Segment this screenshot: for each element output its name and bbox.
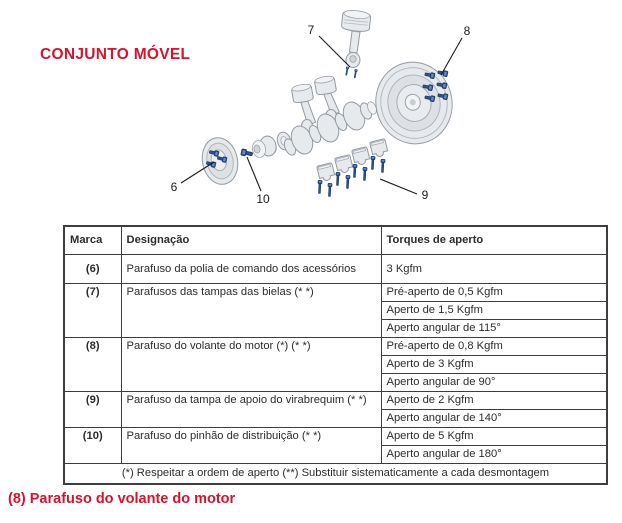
callout-7-label: 7 xyxy=(307,23,315,37)
accessory-pulley xyxy=(198,134,242,187)
page-title: CONJUNTO MÓVEL xyxy=(40,46,191,63)
table-header-row xyxy=(64,226,607,254)
marca-cell: (7) xyxy=(64,283,121,337)
rod-bolt xyxy=(353,69,357,78)
marca-cell: (9) xyxy=(64,391,121,427)
header-torques: Torques de aperto xyxy=(381,226,607,254)
torque-cell: Pré-aperto de 0,5 Kgfm xyxy=(381,283,607,301)
torque-cell: 3 Kgfm xyxy=(381,254,607,283)
callout-6-label: 6 xyxy=(170,180,178,194)
header-designacao: Designação xyxy=(121,226,381,254)
rod-bolt xyxy=(345,67,349,76)
timing-sprocket xyxy=(241,135,278,159)
marca-cell: (8) xyxy=(64,337,121,391)
callout-6-line xyxy=(181,162,214,183)
designacao-cell: Parafuso da tampa de apoio do virabrequim (* *) xyxy=(121,391,381,427)
sprocket-bolt xyxy=(241,149,253,158)
piston-connecting-rod xyxy=(341,9,371,78)
flywheel xyxy=(367,54,461,152)
callout-9-line xyxy=(380,179,417,194)
callout-9-label: 9 xyxy=(421,188,429,202)
exploded-diagram xyxy=(0,0,622,222)
torque-cell: Aperto angular de 140° xyxy=(381,409,607,427)
designacao-cell: Parafusos das tampas das bielas (* *) xyxy=(121,283,381,337)
table-footnote-row xyxy=(64,463,607,484)
torque-cell: Pré-aperto de 0,8 Kgfm xyxy=(381,337,607,355)
figure-caption: (8) Parafuso do volante do motor xyxy=(8,491,236,507)
callout-10-label: 10 xyxy=(256,192,270,206)
marca-cell: (6) xyxy=(64,254,121,283)
torque-cell: Aperto de 1,5 Kgfm xyxy=(381,301,607,319)
table-row xyxy=(64,427,607,445)
table-row xyxy=(64,391,607,409)
torque-cell: Aperto de 2 Kgfm xyxy=(381,391,607,409)
callout-10-line xyxy=(247,157,261,191)
torque-cell: Aperto de 3 Kgfm xyxy=(381,355,607,373)
callout-8-label: 8 xyxy=(463,24,471,38)
torque-cell: Aperto de 5 Kgfm xyxy=(381,427,607,445)
bearing-caps xyxy=(317,139,389,197)
flywheel-bolts xyxy=(422,69,448,101)
designacao-cell: Parafuso do volante do motor (*) (* *) xyxy=(121,337,381,391)
torque-cell: Aperto angular de 115° xyxy=(381,319,607,337)
torque-cell: Aperto angular de 90° xyxy=(381,373,607,391)
marca-cell: (10) xyxy=(64,427,121,463)
pulley-bolt xyxy=(217,155,227,163)
pulley-bolt xyxy=(209,149,219,157)
table-row xyxy=(64,254,607,283)
table-row xyxy=(64,283,607,301)
table-row xyxy=(64,337,607,355)
callout-7-line xyxy=(319,36,350,67)
designacao-cell: Parafuso do pinhão de distribuição (* *) xyxy=(121,427,381,463)
torque-cell: Aperto angular de 180° xyxy=(381,445,607,463)
crankshaft xyxy=(264,75,378,157)
callout-8-line xyxy=(441,38,462,75)
header-marca: Marca xyxy=(64,226,121,254)
designacao-cell: Parafuso da polia de comando dos acessórios xyxy=(121,254,381,283)
table-footnote: (*) Respeitar a ordem de aperto (**) Substituir sistematicamente a cada desmontagem xyxy=(64,463,607,484)
torque-table xyxy=(63,225,608,485)
torque-table-container xyxy=(63,225,608,485)
pulley-bolt xyxy=(206,160,216,168)
